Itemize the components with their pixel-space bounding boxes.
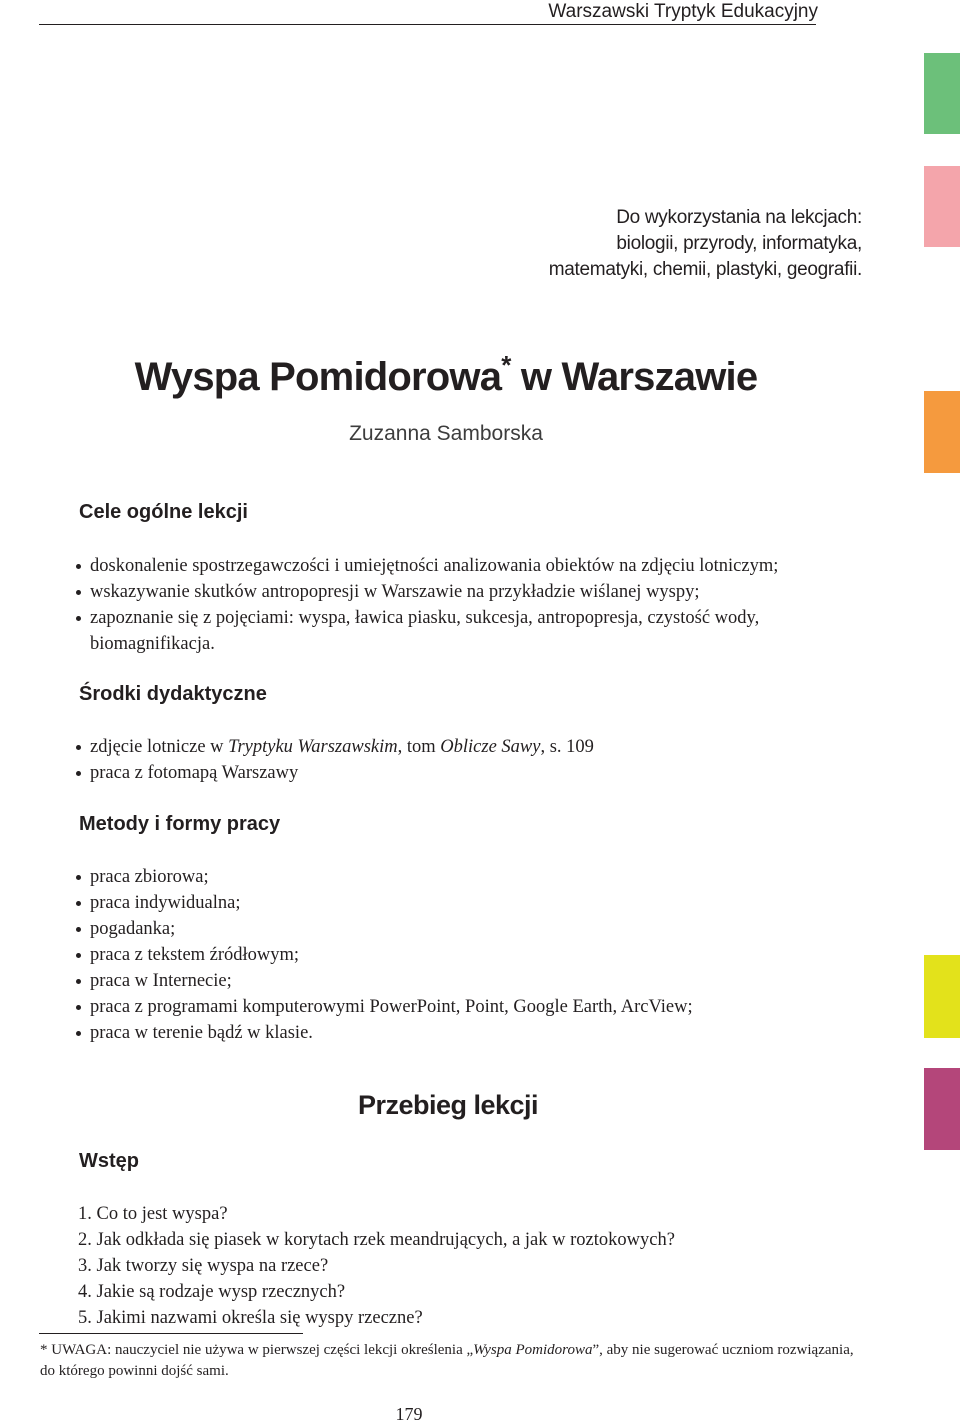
intro-questions bbox=[78, 1201, 675, 1331]
page-title bbox=[0, 352, 892, 402]
list-item: praca w terenie bądź w klasie. bbox=[74, 1020, 874, 1046]
list-item: doskonalenie spostrzegawczości i umiejętności analizowania obiektów na zdjęciu lotniczym; bbox=[74, 553, 874, 579]
question-item: 3. Jak tworzy się wyspa na rzece? bbox=[78, 1256, 329, 1276]
header-rule bbox=[39, 24, 816, 25]
side-tab-orange bbox=[924, 391, 960, 473]
means-list bbox=[74, 734, 874, 786]
list-item: wskazywanie skutków antropopresji w Warszawie na przykładzie wiślanej wyspy; bbox=[74, 579, 874, 605]
side-tab-green bbox=[924, 53, 960, 134]
list-item: zapoznanie się z pojęciami: wyspa, ławica piasku, sukcesja, antropopresja, czystość wody, biomagnifikacja. bbox=[74, 605, 860, 657]
goals-heading: Cele ogólne lekcji bbox=[79, 501, 248, 523]
footnote-rule bbox=[39, 1333, 303, 1334]
side-tab-magenta bbox=[924, 1068, 960, 1150]
methods-list bbox=[74, 864, 874, 1046]
side-tab-pink bbox=[924, 166, 960, 247]
author: Zuzanna Samborska bbox=[349, 422, 543, 445]
means-heading: Środki dydaktyczne bbox=[79, 683, 267, 705]
list-item: pogadanka; bbox=[74, 916, 874, 942]
list-item: praca z tekstem źródłowym; bbox=[74, 942, 874, 968]
page-number: 179 bbox=[395, 1404, 423, 1424]
question-item: 4. Jakie są rodzaje wysp rzecznych? bbox=[78, 1282, 346, 1302]
list-item: praca w Internecie; bbox=[74, 968, 874, 994]
subjects-note-line-2: biologii, przyrody, informatyka, bbox=[616, 233, 862, 254]
title-footnote-marker: * bbox=[501, 350, 511, 380]
goals-list bbox=[74, 553, 874, 657]
question-item: 5. Jakimi nazwami określa się wyspy rzeczne? bbox=[78, 1308, 423, 1328]
course-heading: Przebieg lekcji bbox=[357, 1090, 539, 1120]
title-main: Wyspa Pomidorowa bbox=[134, 355, 502, 399]
list-item: praca z programami komputerowymi PowerPoint, Point, Google Earth, ArcView; bbox=[74, 994, 874, 1020]
footnote: * UWAGA: nauczyciel nie używa w pierwszej części lekcji określenia „Wyspa Pomidorowa”, aby nie sugerować uczniom rozwiązania, do którego powinni dojść sami. bbox=[40, 1342, 854, 1379]
question-item: 1. Co to jest wyspa? bbox=[78, 1204, 228, 1224]
list-item: praca z fotomapą Warszawy bbox=[74, 760, 874, 786]
title-rest: w Warszawie bbox=[510, 355, 758, 399]
subjects-note bbox=[549, 205, 862, 283]
list-item: praca indywidualna; bbox=[74, 890, 874, 916]
list-item: zdjęcie lotnicze w Tryptyku Warszawskim, tom Oblicze Sawy, s. 109 bbox=[74, 734, 874, 760]
subjects-note-line-3: matematyki, chemii, plastyki, geografii. bbox=[548, 259, 862, 280]
list-item: praca zbiorowa; bbox=[74, 864, 874, 890]
methods-heading: Metody i formy pracy bbox=[79, 813, 281, 835]
question-item: 2. Jak odkłada się piasek w korytach rzek meandrujących, a jak w roztokowych? bbox=[78, 1230, 675, 1250]
side-tab-yellow bbox=[924, 955, 960, 1038]
subjects-note-line-1: Do wykorzystania na lekcjach: bbox=[616, 207, 862, 228]
running-header: Warszawski Tryptyk Edukacyjny bbox=[548, 1, 818, 22]
intro-heading: Wstęp bbox=[79, 1150, 139, 1172]
